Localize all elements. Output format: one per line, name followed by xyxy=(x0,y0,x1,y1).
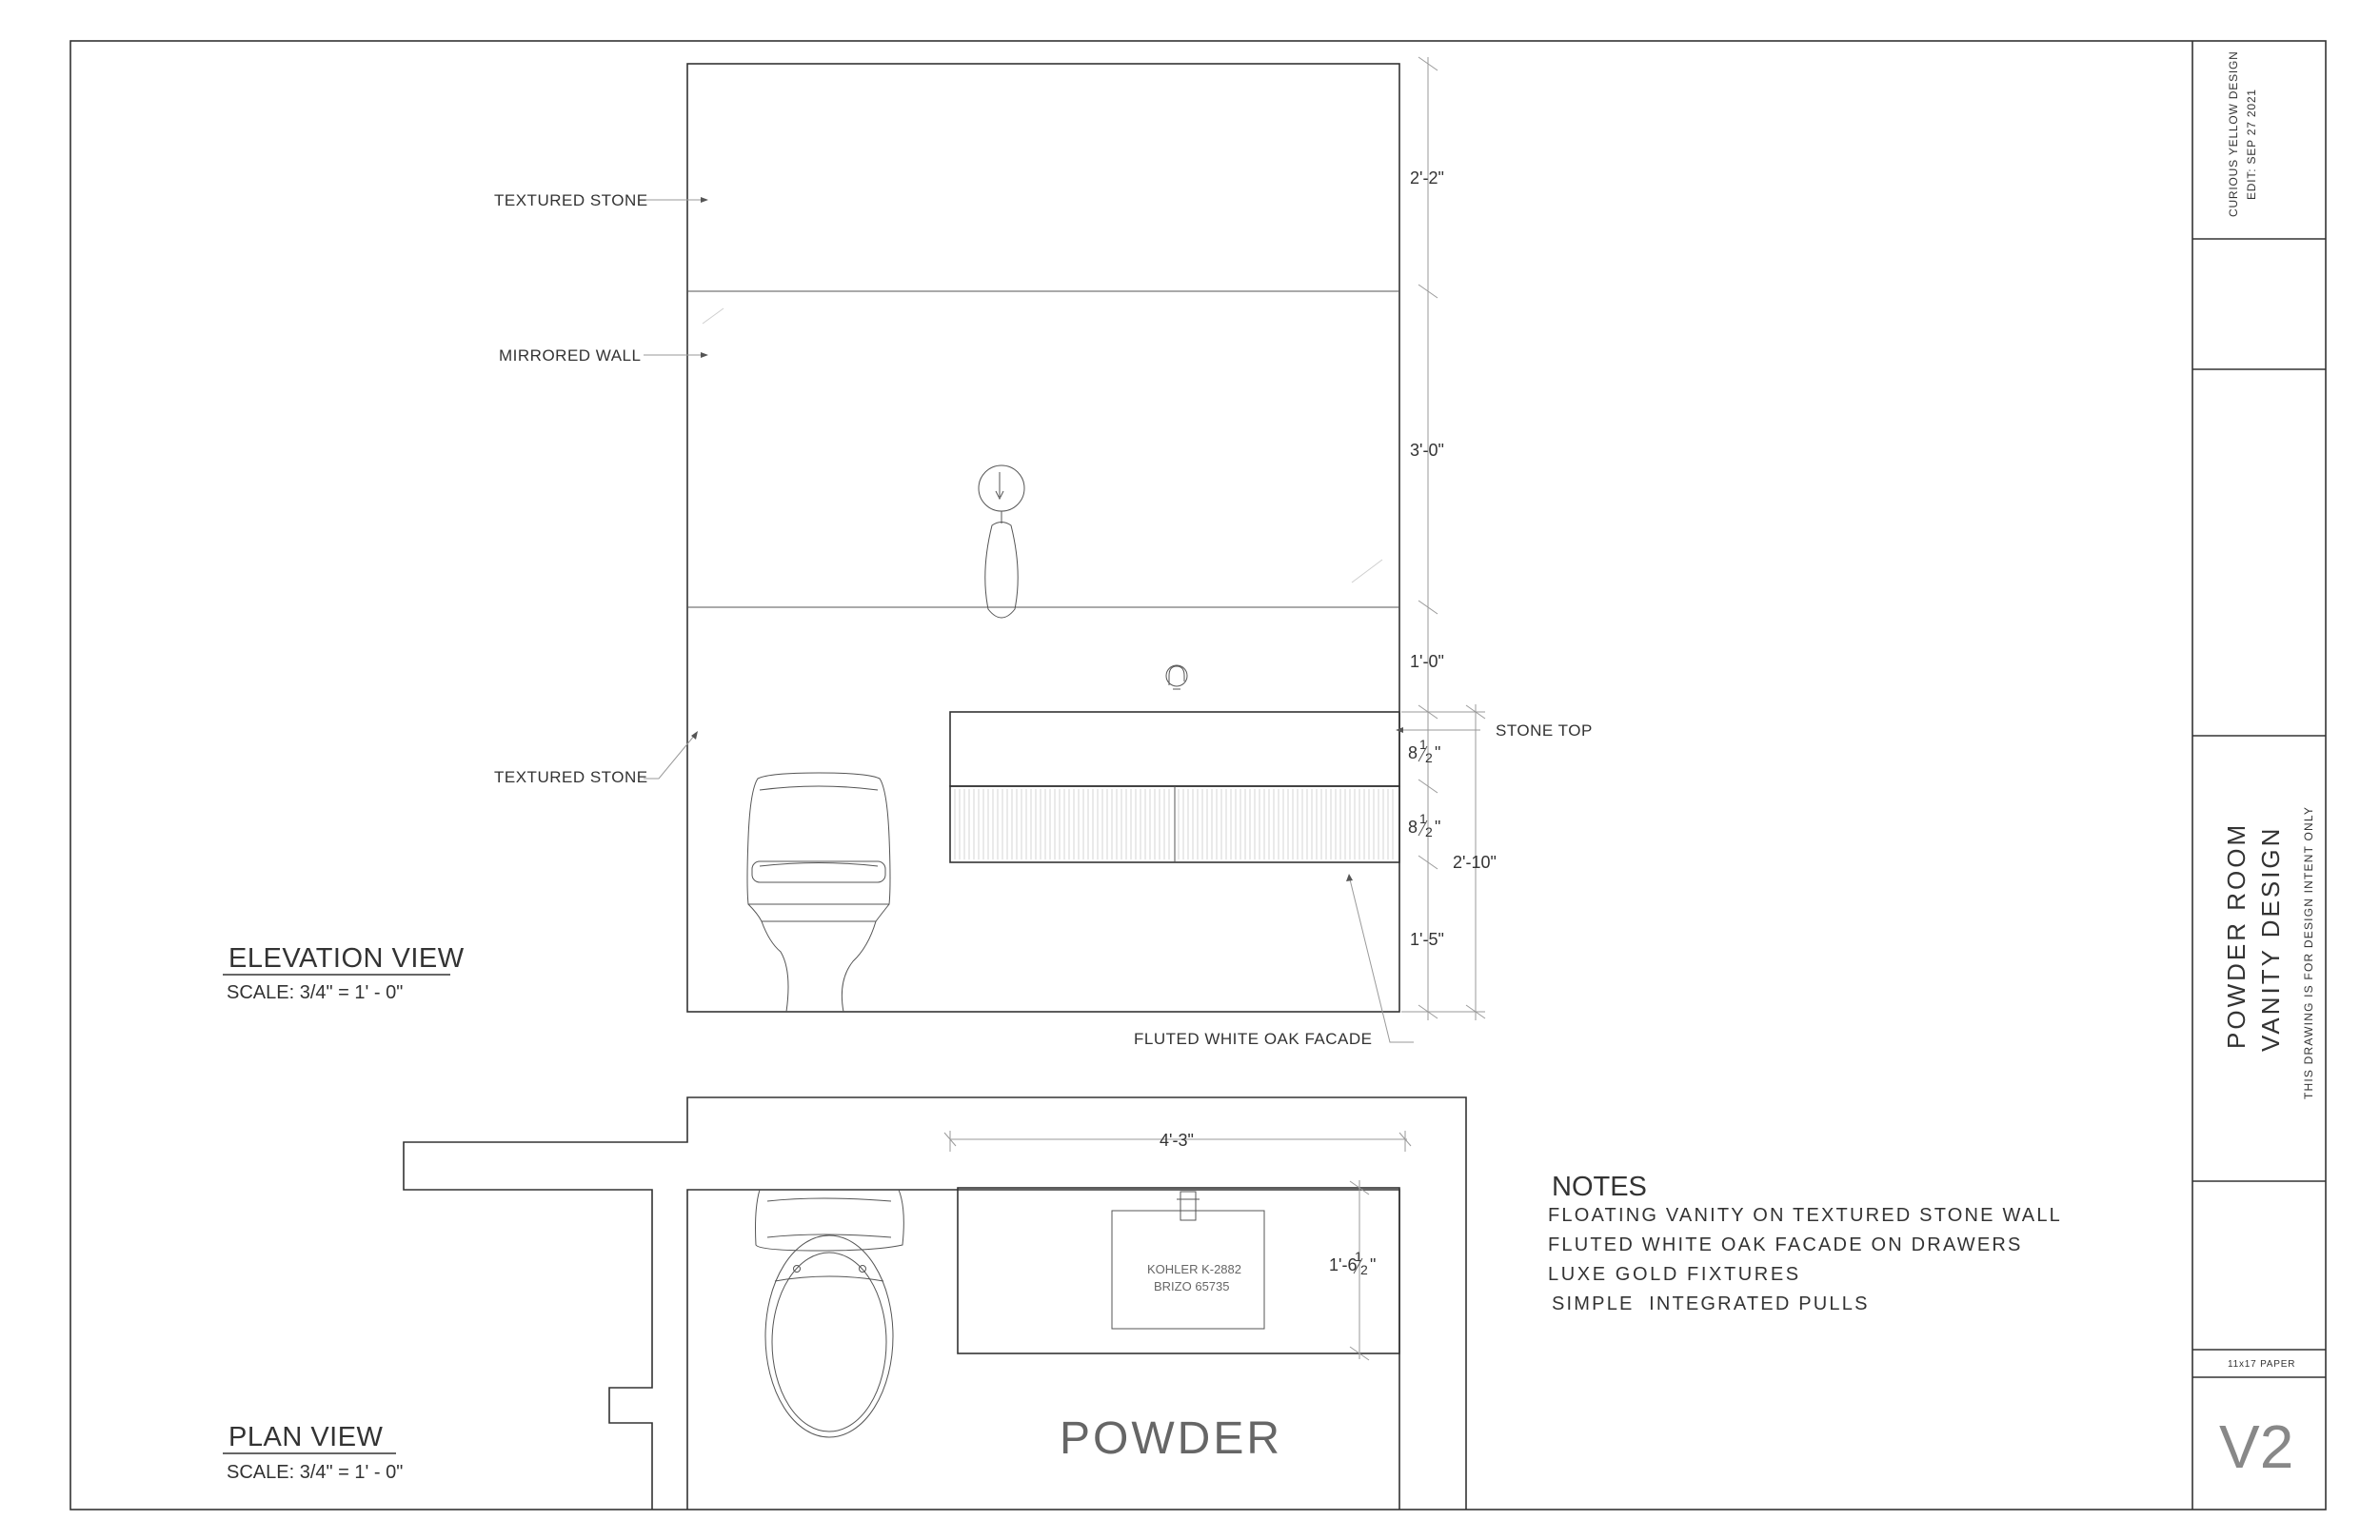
room-name: POWDER xyxy=(1060,1413,1282,1464)
dim-backsplash: 1'-0" xyxy=(1410,652,1444,671)
note-item-2: FLUTED WHITE OAK FACADE ON DRAWERS xyxy=(1548,1234,2023,1255)
sink-model-kohler: KOHLER K-2882 xyxy=(1147,1262,1241,1276)
toilet-plan xyxy=(756,1190,904,1437)
project-title-line2: VANITY DESIGN xyxy=(2256,825,2285,1052)
svg-text:2: 2 xyxy=(1425,824,1433,839)
elevation-scale: SCALE: 3/4" = 1' - 0" xyxy=(227,982,404,1003)
svg-text:": " xyxy=(1370,1255,1377,1274)
notes-block xyxy=(1548,1172,2062,1314)
sink-model-brizo: BRIZO 65735 xyxy=(1154,1279,1230,1293)
label-textured-stone-upper: TEXTURED STONE xyxy=(494,191,648,209)
dim-mirror: 3'-0" xyxy=(1410,441,1444,460)
label-textured-stone-lower: TEXTURED STONE xyxy=(494,768,648,786)
dim-below-vanity: 1'-5" xyxy=(1410,930,1444,949)
vanity-elevation xyxy=(950,712,1399,862)
note-item-4: SIMPLE INTEGRATED PULLS xyxy=(1552,1293,1870,1314)
label-stone-top: STONE TOP xyxy=(1496,721,1593,740)
elevation-view xyxy=(223,57,1593,1048)
plan-scale: SCALE: 3/4" = 1' - 0" xyxy=(227,1462,404,1483)
dim-vanity-width: 4'-3" xyxy=(1160,1131,1194,1150)
vanity-stone-top xyxy=(950,712,1399,786)
toilet-elevation xyxy=(747,773,890,1012)
edit-date: EDIT: SEP 27 2021 xyxy=(2245,89,2258,200)
label-mirrored-wall: MIRRORED WALL xyxy=(499,346,642,365)
elevation-dimension-lines xyxy=(1401,57,1485,1020)
svg-text:2: 2 xyxy=(1360,1262,1368,1277)
svg-text:1: 1 xyxy=(1419,811,1427,826)
dim-vanity-depth xyxy=(1329,1249,1376,1277)
svg-text:": " xyxy=(1435,818,1441,837)
mirror-reflection-marks xyxy=(703,308,1382,582)
dim-vanity-top xyxy=(1408,737,1440,765)
svg-text:1'-6: 1'-6 xyxy=(1329,1255,1358,1274)
fluted-grooves xyxy=(955,789,1393,859)
label-fluted-facade: FLUTED WHITE OAK FACADE xyxy=(1134,1030,1373,1048)
plan-title: PLAN VIEW xyxy=(228,1422,384,1452)
elevation-wall-outline xyxy=(687,64,1399,1012)
svg-text:8: 8 xyxy=(1408,743,1418,762)
dim-upper-stone: 2'-2" xyxy=(1410,168,1444,188)
elevation-title: ELEVATION VIEW xyxy=(228,943,465,974)
notes-heading: NOTES xyxy=(1552,1172,1647,1202)
plan-view xyxy=(223,1097,1466,1510)
svg-text:8: 8 xyxy=(1408,818,1418,837)
dim-vanity-drawer xyxy=(1408,811,1440,839)
svg-text:": " xyxy=(1435,743,1441,762)
company-name: CURIOUS YELLOW DESIGN xyxy=(2227,50,2240,217)
plan-walls xyxy=(404,1097,1466,1510)
note-item-3: LUXE GOLD FIXTURES xyxy=(1548,1264,1801,1285)
svg-text:1: 1 xyxy=(1355,1249,1362,1264)
svg-text:1: 1 xyxy=(1419,737,1427,752)
disclaimer: THIS DRAWING IS FOR DESIGN INTENT ONLY xyxy=(2302,805,2315,1099)
plan-dimension-lines xyxy=(944,1131,1411,1360)
dim-vanity-total: 2'-10" xyxy=(1453,853,1497,872)
svg-text:2: 2 xyxy=(1425,750,1433,765)
faucet-plan xyxy=(1177,1192,1200,1220)
pendant-light xyxy=(979,465,1024,618)
note-item-1: FLOATING VANITY ON TEXTURED STONE WALL xyxy=(1548,1205,2062,1226)
version-label: V2 xyxy=(2219,1412,2294,1481)
paper-size: 11x17 PAPER xyxy=(2228,1359,2296,1370)
elevation-leaders xyxy=(644,197,1480,1042)
project-title-line1: POWDER ROOM xyxy=(2222,821,2251,1049)
wall-faucet xyxy=(1166,665,1187,689)
